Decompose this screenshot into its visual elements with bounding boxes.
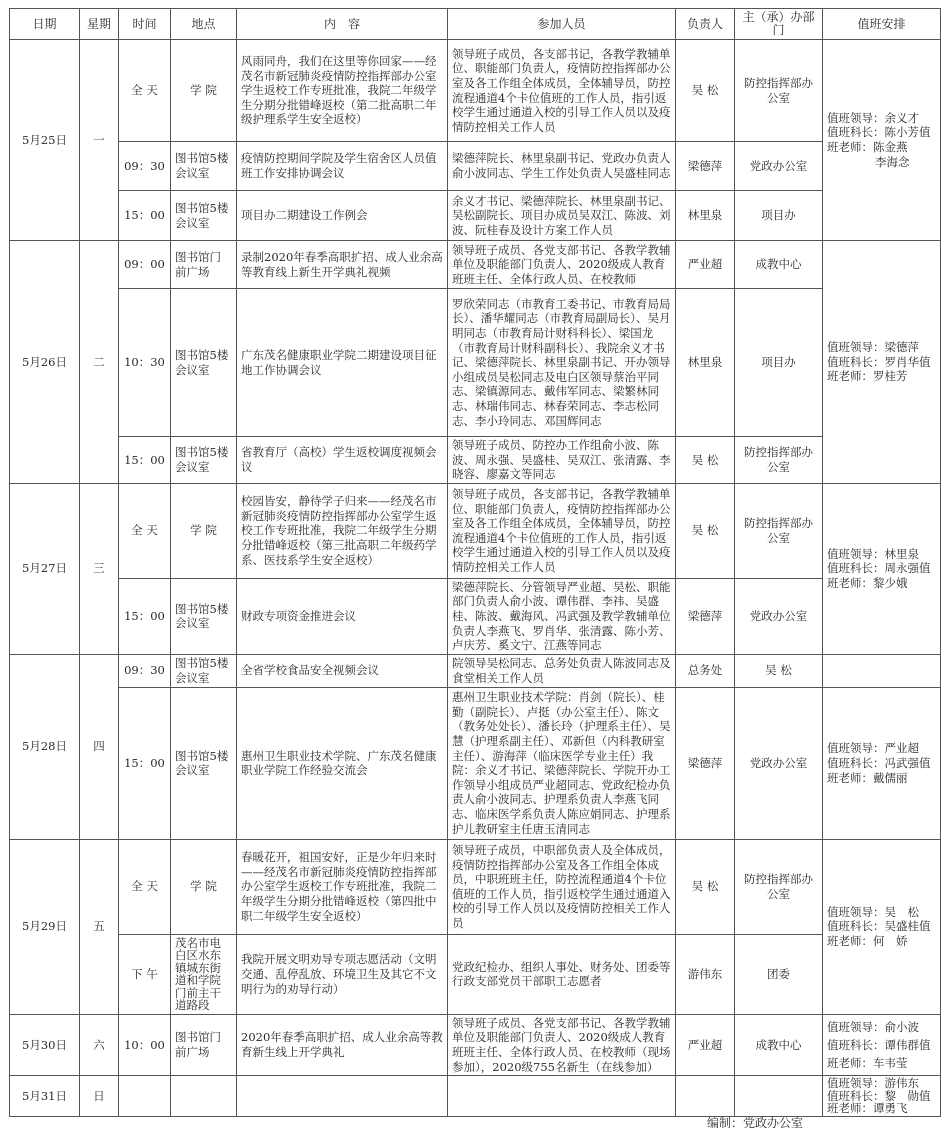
table-row	[10, 578, 941, 654]
duty-cell	[823, 483, 941, 654]
content-cell: 疫情防控期间学院及学生宿舍区人员值班工作安排协调会议	[237, 142, 448, 191]
table-row	[10, 483, 941, 578]
table-row	[10, 191, 941, 241]
department-cell: 党政办公室	[735, 687, 823, 839]
duty-cell	[823, 839, 941, 1014]
duty-leader: 值班领导：游伟东	[827, 1076, 919, 1091]
duty-teacher: 班老师：车韦莹	[827, 1055, 908, 1070]
department-cell: 党政办公室	[735, 578, 823, 654]
duty-cell-empty	[823, 654, 941, 687]
time-cell: 15：00	[119, 437, 171, 484]
date-cell: 5月30日	[10, 1014, 80, 1075]
location-cell: 图书馆5楼会议室	[171, 191, 237, 241]
weekday-cell: 四	[80, 654, 119, 839]
department-cell: 防控指挥部办公室	[735, 437, 823, 484]
location-cell: 图书馆5楼会议室	[171, 654, 237, 687]
responsible-cell: 梁德萍	[676, 142, 735, 191]
department-cell: 项目办	[735, 289, 823, 437]
content-cell: 我院开展文明劝导专项志愿活动（文明交通、乱停乱放、环境卫生及其它不文明行为的劝导行动）	[237, 934, 448, 1014]
table-row	[10, 839, 941, 934]
table-row	[10, 437, 941, 484]
content-cell: 2020年春季高职扩招、成人业余高等教育新生线上开学典礼	[237, 1014, 448, 1075]
responsible-cell: 林里泉	[676, 289, 735, 437]
department-cell: 团委	[735, 934, 823, 1014]
location-cell: 图书馆门前广场	[171, 1014, 237, 1075]
duty-leader: 值班领导：余义才	[827, 110, 919, 125]
duty-leader: 值班领导：俞小波	[827, 1019, 919, 1034]
duty-teacher: 班老师：谭勇飞	[827, 1101, 908, 1116]
participants-cell: 梁德萍院长、分管领导严业超、吴松、职能部门负责人俞小波、谭伟群、李祎、吴盛桂、陈波、戴海风、冯武强及教学教辅单位负责人李燕飞、罗肖华、张清露、陈小芳、卢庆芳、奚文宁、江燕等同志	[448, 578, 676, 654]
time-cell: 15：00	[119, 578, 171, 654]
header-time: 时间	[119, 9, 171, 40]
weekday-cell: 五	[80, 839, 119, 1014]
time-cell: 09：00	[119, 241, 171, 289]
department-cell: 成教中心	[735, 241, 823, 289]
duty-teacher-2: 李海念	[875, 154, 910, 169]
date-cell: 5月29日	[10, 839, 80, 1014]
participants-cell: 惠州卫生职业技术学院：肖剑（院长）、桂勤（副院长）、卢挺（办公室主任）、陈文（教务处处长）、潘长玲（护理系主任）、吴慧（护理系副主任）、邓新但（内科教研室主任）、游海萍（临床医学专业主任）我院：余义才书记、梁德萍院长、学院开办工作领导小组成员严业超同志、党政纪检办负责人俞小波同志、护理系负责人李燕飞同志、临床医学系负责人陈应娟同志、护理系护儿教研室主任唐玉清同志	[448, 687, 676, 839]
weekday-cell: 三	[80, 483, 119, 654]
duty-chief: 值班科长：谭伟群值	[827, 1037, 931, 1052]
participants-cell: 罗欣荣同志（市教育工委书记、市教育局局长）、潘华耀同志（市教育局副局长）、吴月明同志（市教育局计财科科长）、梁国龙（市教育局计财科副科长）、我院余义才书记、梁德萍院长、林里泉副书记、开办领导小组成员吴松同志及电白区领导蔡治平同志、梁镇源同志、戴伟军同志、梁繁林同志、林瑞伟同志、林春荣同志、李志松同志、李小玲同志、邓国辉同志	[448, 289, 676, 437]
location-cell: 图书馆5楼会议室	[171, 142, 237, 191]
location-cell: 学 院	[171, 839, 237, 934]
content-cell: 项目办二期建设工作例会	[237, 191, 448, 241]
weekday-cell: 六	[80, 1014, 119, 1075]
header-responsible: 负责人	[676, 9, 735, 40]
time-cell: 15：00	[119, 191, 171, 241]
duty-teacher: 班老师：罗桂芳	[827, 369, 908, 384]
duty-cell	[823, 241, 941, 484]
time-cell: 全 天	[119, 40, 171, 142]
table-row	[10, 1076, 941, 1117]
content-cell: 惠州卫生职业技术学院、广东茂名健康职业学院工作经验交流会	[237, 687, 448, 839]
responsible-cell: 吴 松	[676, 483, 735, 578]
department-cell: 项目办	[735, 191, 823, 241]
content-cell: 省教育厅（高校）学生返校调度视频会议	[237, 437, 448, 484]
duty-chief: 值班科长：周永强值	[827, 561, 931, 576]
participants-cell: 领导班子成员、各党支部书记、各教学教辅单位及职能部门负责人、2020级成人教育班班主任、全体行政人员、在校教师（现场参加），2020级755名新生（在线参加）	[448, 1014, 676, 1075]
responsible-cell: 严业超	[676, 1014, 735, 1075]
weekly-schedule-table	[9, 8, 941, 1117]
duty-cell	[823, 40, 941, 241]
participants-cell: 院领导吴松同志、总务处负责人陈波同志及食堂相关工作人员	[448, 654, 676, 687]
participants-cell: 梁德萍院长、林里泉副书记、党政办负责人俞小波同志、学生工作处负责人吴盛桂同志	[448, 142, 676, 191]
time-cell: 全 天	[119, 839, 171, 934]
table-row	[10, 687, 941, 839]
table-row	[10, 241, 941, 289]
date-cell: 5月28日	[10, 654, 80, 839]
header-participants: 参加人员	[448, 9, 676, 40]
duty-teacher: 班老师：黎少娥	[827, 576, 908, 591]
time-cell: 10：00	[119, 1014, 171, 1075]
duty-cell	[823, 1014, 941, 1075]
responsible-cell: 总务处	[676, 654, 735, 687]
responsible-cell: 吴 松	[676, 437, 735, 484]
weekday-cell: 一	[80, 40, 119, 241]
table-row	[10, 934, 941, 1014]
duty-chief: 值班科长：吴盛桂值	[827, 919, 931, 934]
participants-cell: 领导班子成员，各支部书记，各教学教辅单位、职能部门负责人，疫情防控指挥部办公室及各工作组全体成员，全体辅导员，防控流程通道4个卡位值班的工作人员，指引返校学生通过通道入校的引导工作人员以及疫情防控相关工作人员	[448, 483, 676, 578]
content-cell: 校园皆安，静待学子归来——经茂名市新冠肺炎疫情防控指挥部办公室学生返校工作专班批准，我院二年级学生分期分批错峰返校（第三批高职二年级药学系、医技系学生安全返校）	[237, 483, 448, 578]
content-cell	[237, 1076, 448, 1117]
header-weekday: 星期	[80, 9, 119, 40]
header-date: 日期	[10, 9, 80, 40]
responsible-cell: 林里泉	[676, 191, 735, 241]
duty-teacher: 班老师：何 娇	[827, 934, 908, 949]
participants-cell: 领导班子成员、防控办工作组俞小波、陈波、周永强、吴盛桂、吴双江、张清露、李晓容、廖嘉文等同志	[448, 437, 676, 484]
location-cell: 图书馆5楼会议室	[171, 687, 237, 839]
duty-chief: 值班科长：黎 勋值	[827, 1088, 931, 1103]
responsible-cell: 吴 松	[676, 40, 735, 142]
duty-leader: 值班领导：梁德萍	[827, 340, 919, 354]
table-row	[10, 289, 941, 437]
content-cell: 财政专项资金推进会议	[237, 578, 448, 654]
weekday-cell: 二	[80, 241, 119, 484]
duty-chief: 值班科长：冯武强值	[827, 755, 931, 770]
participants-cell: 余义才书记、梁德萍院长、林里泉副书记、吴松副院长、项目办成员吴双江、陈波、刘波、阮桂春及设计方案工作人员	[448, 191, 676, 241]
time-cell: 下 午	[119, 934, 171, 1014]
table-row	[10, 1014, 941, 1075]
duty-cell	[823, 1076, 941, 1117]
header-duty: 值班安排	[823, 9, 941, 40]
responsible-cell: 游伟东	[676, 934, 735, 1014]
participants-cell: 领导班子成员、各党支部书记、各教学教辅单位及职能部门负责人、2020级成人教育班班主任、全体行政人员、在校教师	[448, 241, 676, 289]
duty-teacher: 班老师：戴儒丽	[827, 770, 908, 785]
department-cell: 成教中心	[735, 1014, 823, 1075]
table-row	[10, 142, 941, 191]
participants-cell: 领导班子成员，各支部书记，各教学教辅单位、职能部门负责人，疫情防控指挥部办公室及各工作组全体成员，全体辅导员，防控流程通道4个卡位值班的工作人员，指引返校学生通过通道入校的引导工作人员以及疫情防控相关工作人员	[448, 40, 676, 142]
time-cell: 09：30	[119, 654, 171, 687]
responsible-cell: 吴 松	[676, 839, 735, 934]
content-cell: 全省学校食品安全视频会议	[237, 654, 448, 687]
time-cell: 15：00	[119, 687, 171, 839]
content-cell: 广东茂名健康职业学院二期建设项目征地工作协调会议	[237, 289, 448, 437]
duty-cell	[823, 687, 941, 839]
date-cell: 5月26日	[10, 241, 80, 484]
responsible-cell: 严业超	[676, 241, 735, 289]
time-cell: 09：30	[119, 142, 171, 191]
location-cell: 茂名市电白区水东镇城东街道和学院门前主干道路段	[171, 934, 237, 1014]
location-cell	[171, 1076, 237, 1117]
participants-cell: 领导班子成员，中职部负责人及全体成员，疫情防控指挥部办公室及各工作组全体成员，中职班班主任，防控流程通道4个卡位值班的工作人员，指引返校学生通过通道入校的引导工作人员以及疫情防控相关工作人员	[448, 839, 676, 934]
location-cell: 图书馆门前广场	[171, 241, 237, 289]
time-cell: 10：30	[119, 289, 171, 437]
weekday-cell: 日	[80, 1076, 119, 1117]
responsible-cell	[676, 1076, 735, 1117]
table-row	[10, 40, 941, 142]
content-cell: 风雨同舟，我们在这里等你回家——经茂名市新冠肺炎疫情防控指挥部办公室学生返校工作专班批准，我院二年级学生分期分批错峰返校（第二批高职二年级护理系学生安全返校）	[237, 40, 448, 142]
duty-chief: 值班科长：陈小芳值	[827, 125, 931, 140]
compiled-by-footer: 编制：党政办公室	[707, 1116, 804, 1130]
participants-cell	[448, 1076, 676, 1117]
content-cell: 录制2020年春季高职扩招、成人业余高等教育线上新生开学典礼视频	[237, 241, 448, 289]
location-cell: 学 院	[171, 483, 237, 578]
header-location: 地点	[171, 9, 237, 40]
time-cell	[119, 1076, 171, 1117]
duty-chief: 值班科长：罗肖华值	[827, 354, 931, 369]
department-cell: 防控指挥部办公室	[735, 483, 823, 578]
location-cell: 图书馆5楼会议室	[171, 289, 237, 437]
time-cell: 全 天	[119, 483, 171, 578]
header-row	[10, 9, 941, 40]
duty-leader: 值班领导：严业超	[827, 741, 919, 756]
date-cell: 5月25日	[10, 40, 80, 241]
department-cell: 党政办公室	[735, 142, 823, 191]
header-content: 内 容	[237, 9, 448, 40]
duty-teacher: 班老师：陈金燕	[827, 140, 908, 154]
department-cell	[735, 1076, 823, 1117]
location-cell: 图书馆5楼会议室	[171, 578, 237, 654]
location-cell: 图书馆5楼会议室	[171, 437, 237, 484]
location-cell: 学 院	[171, 40, 237, 142]
department-cell: 防控指挥部办公室	[735, 839, 823, 934]
date-cell: 5月31日	[10, 1076, 80, 1117]
department-cell: 吴 松	[735, 654, 823, 687]
header-department: 主（承）办部门	[735, 9, 823, 40]
content-cell: 春暖花开，祖国安好，正是少年归来时——经茂名市新冠肺炎疫情防控指挥部办公室学生返校工作专班批准，我院二年级学生分期分批错峰返校（第四批中职二年级学生安全返校）	[237, 839, 448, 934]
responsible-cell: 梁德萍	[676, 687, 735, 839]
date-cell: 5月27日	[10, 483, 80, 654]
department-cell: 防控指挥部办公室	[735, 40, 823, 142]
duty-leader: 值班领导：林里泉	[827, 546, 919, 561]
duty-leader: 值班领导：吴 松	[827, 904, 919, 919]
participants-cell: 党政纪检办、组织人事处、财务处、团委等行政支部党员干部职工志愿者	[448, 934, 676, 1014]
responsible-cell: 梁德萍	[676, 578, 735, 654]
table-row	[10, 654, 941, 687]
